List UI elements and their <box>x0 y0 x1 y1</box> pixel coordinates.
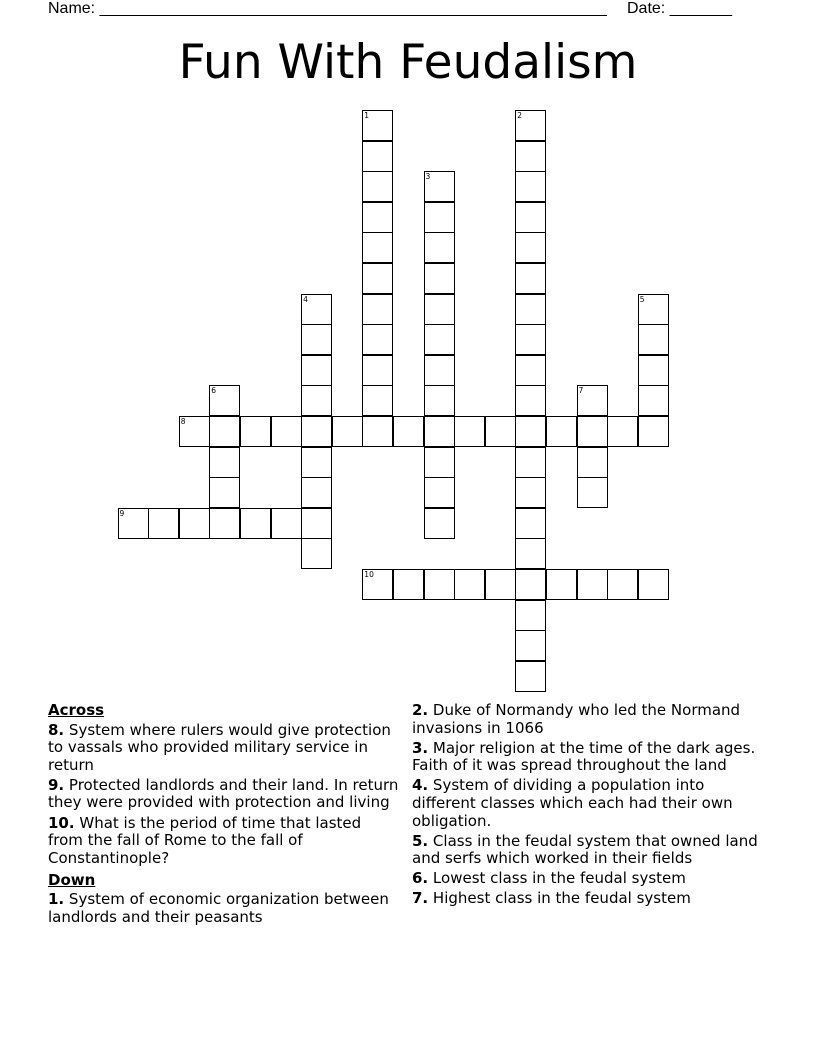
grid-cell[interactable] <box>515 324 546 355</box>
grid-cell[interactable] <box>424 232 455 263</box>
cell-number: 1 <box>364 111 370 120</box>
clues-column-left <box>48 702 400 929</box>
clue-number: 7. <box>412 889 429 908</box>
grid-cell[interactable] <box>271 508 302 539</box>
grid-cell[interactable] <box>424 324 455 355</box>
down-clue-5 <box>412 833 764 868</box>
grid-cell[interactable] <box>515 355 546 386</box>
grid-cell[interactable] <box>638 416 669 447</box>
grid-cell[interactable] <box>301 538 332 569</box>
grid-cell[interactable] <box>638 569 669 600</box>
grid-cell[interactable] <box>424 416 455 447</box>
across-clue-9 <box>48 777 400 812</box>
grid-cell[interactable] <box>179 508 210 539</box>
grid-cell[interactable] <box>301 416 332 447</box>
grid-cell[interactable] <box>515 263 546 294</box>
clue-number: 9. <box>48 775 65 794</box>
grid-cell[interactable] <box>393 569 424 600</box>
cell-number: 7 <box>578 386 584 396</box>
grid-cell[interactable] <box>515 110 546 141</box>
date-line: Date: _______ <box>627 0 732 17</box>
grid-cell[interactable] <box>362 263 393 294</box>
grid-cell[interactable] <box>515 202 546 233</box>
grid-cell[interactable] <box>515 538 546 569</box>
clue-number: 10. <box>48 813 75 832</box>
down-clue-4 <box>412 777 764 830</box>
cell-number: 4 <box>303 294 308 304</box>
grid-cell[interactable] <box>148 508 179 539</box>
clues-column-right <box>412 702 764 911</box>
grid-cell[interactable] <box>515 508 546 539</box>
clue-text: Major religion at the time of the dark ages. Faith of it was spread throughout the land <box>412 738 756 775</box>
clue-number: 2. <box>412 701 429 719</box>
grid-cell[interactable] <box>577 416 608 447</box>
clue-text: Highest class in the feudal system <box>432 889 691 908</box>
grid-cell[interactable] <box>577 569 608 600</box>
grid-cell[interactable] <box>638 324 669 355</box>
grid-cell[interactable] <box>393 416 424 447</box>
grid-cell[interactable] <box>362 141 393 172</box>
grid-cell[interactable] <box>424 477 455 508</box>
grid-cell[interactable] <box>362 324 393 355</box>
clue-text: System of economic organization between landlords and their peasants <box>48 890 389 927</box>
down-clue-6 <box>412 870 764 888</box>
grid-cell[interactable] <box>362 416 393 447</box>
grid-cell[interactable] <box>362 171 393 202</box>
clue-text: Protected landlords and their land. In return they were provided with protection and living <box>48 775 399 812</box>
across-clue-8 <box>48 722 400 775</box>
grid-cell[interactable] <box>301 324 332 355</box>
clue-number: 3. <box>412 738 429 757</box>
grid-cell[interactable] <box>424 294 455 325</box>
clue-number: 4. <box>412 776 429 795</box>
grid-cell[interactable] <box>485 416 516 447</box>
across-clue-10 <box>48 815 400 868</box>
grid-cell[interactable] <box>454 416 485 447</box>
grid-cell[interactable] <box>577 477 608 508</box>
grid-cell[interactable] <box>301 385 332 416</box>
grid-cell[interactable] <box>424 202 455 233</box>
down-heading: Down <box>48 870 96 889</box>
grid-cell[interactable] <box>485 569 516 600</box>
grid-cell[interactable] <box>515 569 546 600</box>
grid-cell[interactable] <box>577 447 608 478</box>
grid-cell[interactable] <box>515 600 546 631</box>
grid-cell[interactable] <box>515 477 546 508</box>
grid-cell[interactable] <box>362 355 393 386</box>
grid-cell[interactable] <box>179 416 210 447</box>
clue-text: Class in the feudal system that owned land and serfs which worked in their fields <box>412 831 758 868</box>
cell-number: 3 <box>425 172 431 182</box>
grid-cell[interactable] <box>301 294 332 325</box>
cell-number: 5 <box>639 294 645 304</box>
grid-cell[interactable] <box>607 569 638 600</box>
grid-cell[interactable] <box>362 232 393 263</box>
grid-cell[interactable] <box>240 416 271 447</box>
grid-cell[interactable] <box>301 355 332 386</box>
clue-number: 1. <box>48 890 65 909</box>
grid-cell[interactable] <box>638 355 669 386</box>
clue-text: What is the period of time that lasted from the fall of Rome to the fall of Constantinople? <box>48 813 362 867</box>
grid-cell[interactable] <box>607 416 638 447</box>
clue-text: Duke of Normandy who led the Normand invasions in 1066 <box>412 701 741 737</box>
cell-number: 2 <box>517 111 523 120</box>
down-clue-1 <box>48 891 400 926</box>
grid-cell[interactable] <box>209 416 240 447</box>
grid-cell[interactable] <box>546 569 577 600</box>
grid-cell[interactable] <box>271 416 302 447</box>
grid-cell[interactable] <box>515 630 546 661</box>
clue-text: Lowest class in the feudal system <box>432 869 686 888</box>
clue-text: System of dividing a population into different classes which each had their own obligation. <box>412 776 733 830</box>
down-clue-2 <box>412 702 764 737</box>
grid-cell[interactable] <box>638 385 669 416</box>
grid-cell[interactable] <box>209 447 240 478</box>
grid-cell[interactable] <box>515 232 546 263</box>
grid-cell[interactable] <box>424 263 455 294</box>
grid-cell[interactable] <box>546 416 577 447</box>
grid-cell[interactable] <box>515 385 546 416</box>
cell-number: 9 <box>119 508 125 518</box>
grid-cell[interactable] <box>424 355 455 386</box>
grid-cell[interactable] <box>332 416 363 447</box>
cell-number: 8 <box>180 417 186 426</box>
grid-cell[interactable] <box>301 447 332 478</box>
grid-cell[interactable] <box>209 477 240 508</box>
clue-text: System where rulers would give protection to vassals who provided military service in return <box>48 720 391 774</box>
grid-cell[interactable] <box>209 385 240 416</box>
grid-cell[interactable] <box>424 569 455 600</box>
clue-number: 5. <box>412 831 429 850</box>
grid-cell[interactable] <box>515 447 546 478</box>
grid-cell[interactable] <box>515 661 546 692</box>
grid-cell[interactable] <box>424 385 455 416</box>
grid-cell[interactable] <box>454 569 485 600</box>
grid-cell[interactable] <box>362 202 393 233</box>
grid-cell[interactable] <box>638 294 669 325</box>
grid-cell[interactable] <box>362 294 393 325</box>
cell-number: 6 <box>211 386 217 396</box>
grid-cell[interactable] <box>362 385 393 416</box>
grid-cell[interactable] <box>424 508 455 539</box>
name-line: Name: _________________________________________________________ <box>48 0 607 17</box>
grid-cell[interactable] <box>515 141 546 172</box>
grid-cell[interactable] <box>301 508 332 539</box>
grid-cell[interactable] <box>424 171 455 202</box>
down-clue-3 <box>412 740 764 775</box>
grid-cell[interactable] <box>301 477 332 508</box>
down-clue-7 <box>412 890 764 908</box>
grid-cell[interactable] <box>515 294 546 325</box>
cell-number: 10 <box>364 570 374 579</box>
grid-cell[interactable] <box>577 385 608 416</box>
page-title: Fun With Feudalism <box>178 35 638 90</box>
grid-cell[interactable] <box>515 416 546 447</box>
grid-cell[interactable] <box>118 508 149 539</box>
grid-cell[interactable] <box>362 569 393 600</box>
grid-cell[interactable] <box>515 171 546 202</box>
grid-cell[interactable] <box>209 508 240 539</box>
grid-cell[interactable] <box>240 508 271 539</box>
across-heading: Across <box>48 701 105 719</box>
clue-number: 6. <box>412 869 429 888</box>
grid-cell[interactable] <box>424 447 455 478</box>
clue-number: 8. <box>48 720 65 739</box>
grid-cell[interactable] <box>362 110 393 141</box>
